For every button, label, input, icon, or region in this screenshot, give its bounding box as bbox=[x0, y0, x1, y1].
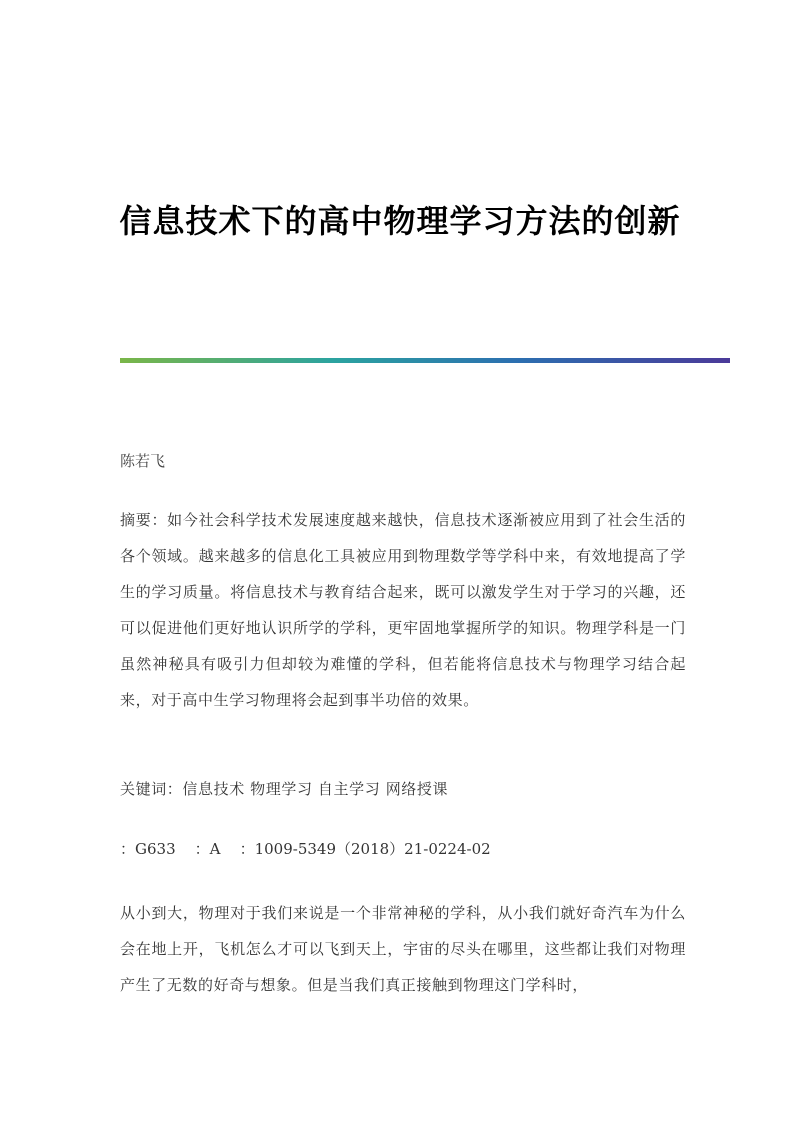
classification-line: ：G633 ：A ：1009-5349（2018）21-0224-02 bbox=[120, 840, 491, 858]
body-paragraph: 从小到大，物理对于我们来说是一个非常神秘的学科，从小我们就好奇汽车为什么会在地上开，飞机怎么才可以飞到天上，宇宙的尽头在哪里，这些都让我们对物理产生了无数的好奇与想象。但是当我们真正接触到物理这门学科时， bbox=[120, 904, 686, 994]
author-name: 陈若飞 bbox=[120, 452, 166, 470]
title-divider bbox=[120, 358, 730, 363]
abstract-paragraph: 摘要：如今社会科学技术发展速度越来越快，信息技术逐渐被应用到了社会生活的各个领域。越来越多的信息化工具被应用到物理数学等学科中来，有效地提高了学生的学习质量。将信息技术与教育结合起来，既可以激发学生对于学习的兴趣，还可以促进他们更好地认识所学的学科，更牢固地掌握所学的知识。物理学科是一门虽然神秘具有吸引力但却较为难懂的学科，但若能将信息技术与物理学习结合起来，对于高中生学习物理将会起到事半功倍的效果。 bbox=[120, 511, 686, 709]
keywords-line: 关键词：信息技术 物理学习 自主学习 网络授课 bbox=[120, 780, 449, 798]
document-title: 信息技术下的高中物理学习方法的创新 bbox=[119, 202, 681, 240]
